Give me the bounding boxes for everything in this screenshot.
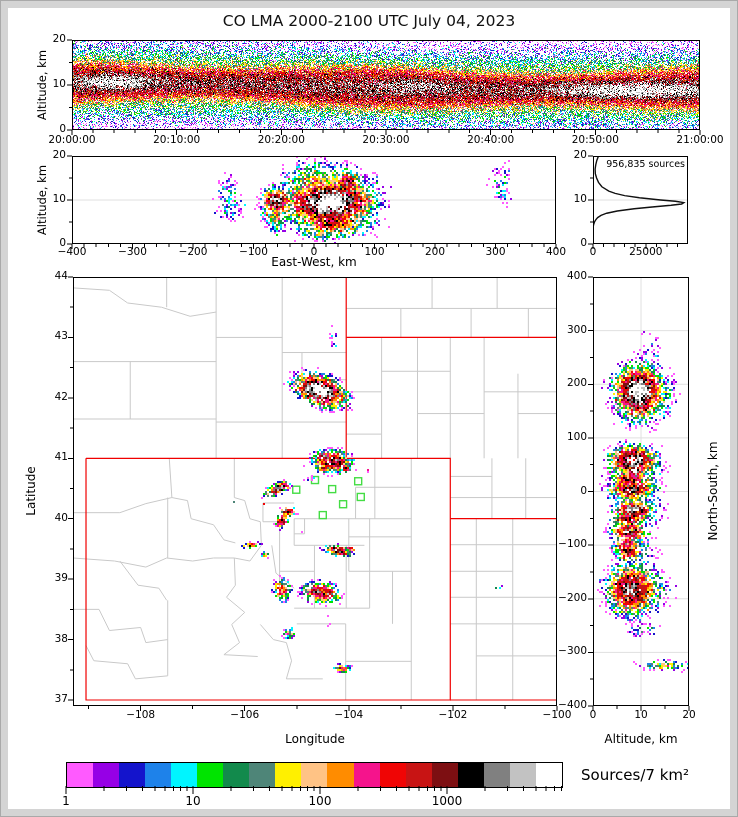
colorbar-cell xyxy=(249,763,275,787)
tick-label: 0 xyxy=(59,123,66,135)
p1-ylabel: Altitude, km xyxy=(35,49,49,121)
tick-label: 0 xyxy=(589,709,597,721)
tick-label: 20 xyxy=(573,149,587,161)
tick-label: 0 xyxy=(589,246,597,258)
tick-label: −400 xyxy=(57,246,87,258)
tick-label: 100 xyxy=(566,430,587,443)
tick-label: 20:30:00 xyxy=(362,134,410,146)
tick-label: 10 xyxy=(573,193,587,205)
tick-label: 43 xyxy=(54,330,68,343)
tick-label: 0 xyxy=(59,237,66,249)
tick-label: 20 xyxy=(52,149,66,161)
colorbar-cell xyxy=(510,763,536,787)
tick-label: −200 xyxy=(178,246,208,258)
time-height-panel xyxy=(72,40,700,130)
p5-xlabel: Altitude, km xyxy=(604,732,678,746)
tick-label: −102 xyxy=(438,709,468,721)
tick-label: −300 xyxy=(558,645,587,658)
tick-label: 0 xyxy=(310,246,318,258)
colorbar-tick-label: 1 xyxy=(62,794,70,808)
tick-label: 400 xyxy=(545,246,567,258)
figure-title: CO LMA 2000-2100 UTC July 04, 2023 xyxy=(222,12,516,30)
tick-label: 0 xyxy=(580,237,587,249)
tick-label: 25000 xyxy=(629,246,663,258)
tick-label: −106 xyxy=(230,709,260,721)
tick-label: 20 xyxy=(682,709,696,721)
colorbar-cell xyxy=(301,763,327,787)
tick-label: −100 xyxy=(542,709,572,721)
colorbar-cell xyxy=(484,763,510,787)
tick-label: 0 xyxy=(580,484,587,497)
colorbar-cell xyxy=(327,763,353,787)
colorbar-label: Sources/7 km² xyxy=(581,766,690,784)
colorbar-tick-label: 100 xyxy=(308,794,332,808)
tick-label: 300 xyxy=(485,246,506,258)
tick-label: 100 xyxy=(364,246,385,258)
tick-label: 10 xyxy=(634,709,648,721)
tick-label: 20:40:00 xyxy=(467,134,515,146)
colorbar-cell xyxy=(275,763,301,787)
tick-label: −400 xyxy=(558,699,587,711)
north-south-cross-section xyxy=(593,277,689,706)
plan-view-map xyxy=(73,277,557,706)
tick-label: −200 xyxy=(558,591,587,604)
map-xlabel: Longitude xyxy=(285,732,345,746)
tick-label: 40 xyxy=(54,511,68,524)
tick-label: 20:50:00 xyxy=(571,134,619,146)
tick-label: −100 xyxy=(558,538,587,551)
tick-label: 200 xyxy=(424,246,446,258)
colorbar-cell xyxy=(223,763,249,787)
tick-label: −108 xyxy=(126,709,156,721)
tick-label: 39 xyxy=(54,572,68,585)
tick-label: 21:00:00 xyxy=(676,134,724,146)
colorbar-cell xyxy=(145,763,171,787)
tick-label: 200 xyxy=(566,377,587,390)
tick-label: 300 xyxy=(566,323,587,336)
colorbar-cell xyxy=(119,763,145,787)
tick-label: 42 xyxy=(54,390,68,403)
tick-label: 20:10:00 xyxy=(153,134,201,146)
tick-label: 37 xyxy=(54,693,68,705)
colorbar-cell xyxy=(197,763,223,787)
tick-label: 10 xyxy=(52,78,66,90)
colorbar-cell xyxy=(67,763,93,787)
colorbar-cell xyxy=(93,763,119,787)
colorbar xyxy=(66,762,563,788)
colorbar-cell xyxy=(536,763,562,787)
tick-label: 10 xyxy=(52,193,66,205)
colorbar-cell xyxy=(458,763,484,787)
tick-label: −300 xyxy=(118,246,147,258)
colorbar-tick-label: 10 xyxy=(185,794,201,808)
tick-label: 400 xyxy=(566,270,587,282)
colorbar-cell xyxy=(432,763,458,787)
p2-ylabel: Altitude, km xyxy=(35,164,49,236)
tick-label: 20:20:00 xyxy=(257,134,305,146)
p2-xlabel: East-West, km xyxy=(271,255,357,269)
colorbar-tick-label: 1000 xyxy=(431,794,463,808)
tick-label: −100 xyxy=(239,246,268,258)
tick-label: 20 xyxy=(52,33,66,45)
tick-label: 44 xyxy=(54,270,68,282)
tick-label: 41 xyxy=(54,451,68,464)
map-ylabel: Latitude xyxy=(24,466,38,516)
tick-label: 20:00:00 xyxy=(48,134,96,146)
colorbar-cell xyxy=(406,763,432,787)
colorbar-cell xyxy=(380,763,406,787)
tick-label: −104 xyxy=(334,709,364,721)
tick-label: 38 xyxy=(54,632,68,645)
colorbar-cell xyxy=(354,763,380,787)
total-sources-note: 956,835 sources xyxy=(606,159,685,170)
east-west-cross-section xyxy=(72,156,556,244)
p5-right-label: North-South, km xyxy=(706,441,720,541)
colorbar-cell xyxy=(171,763,197,787)
